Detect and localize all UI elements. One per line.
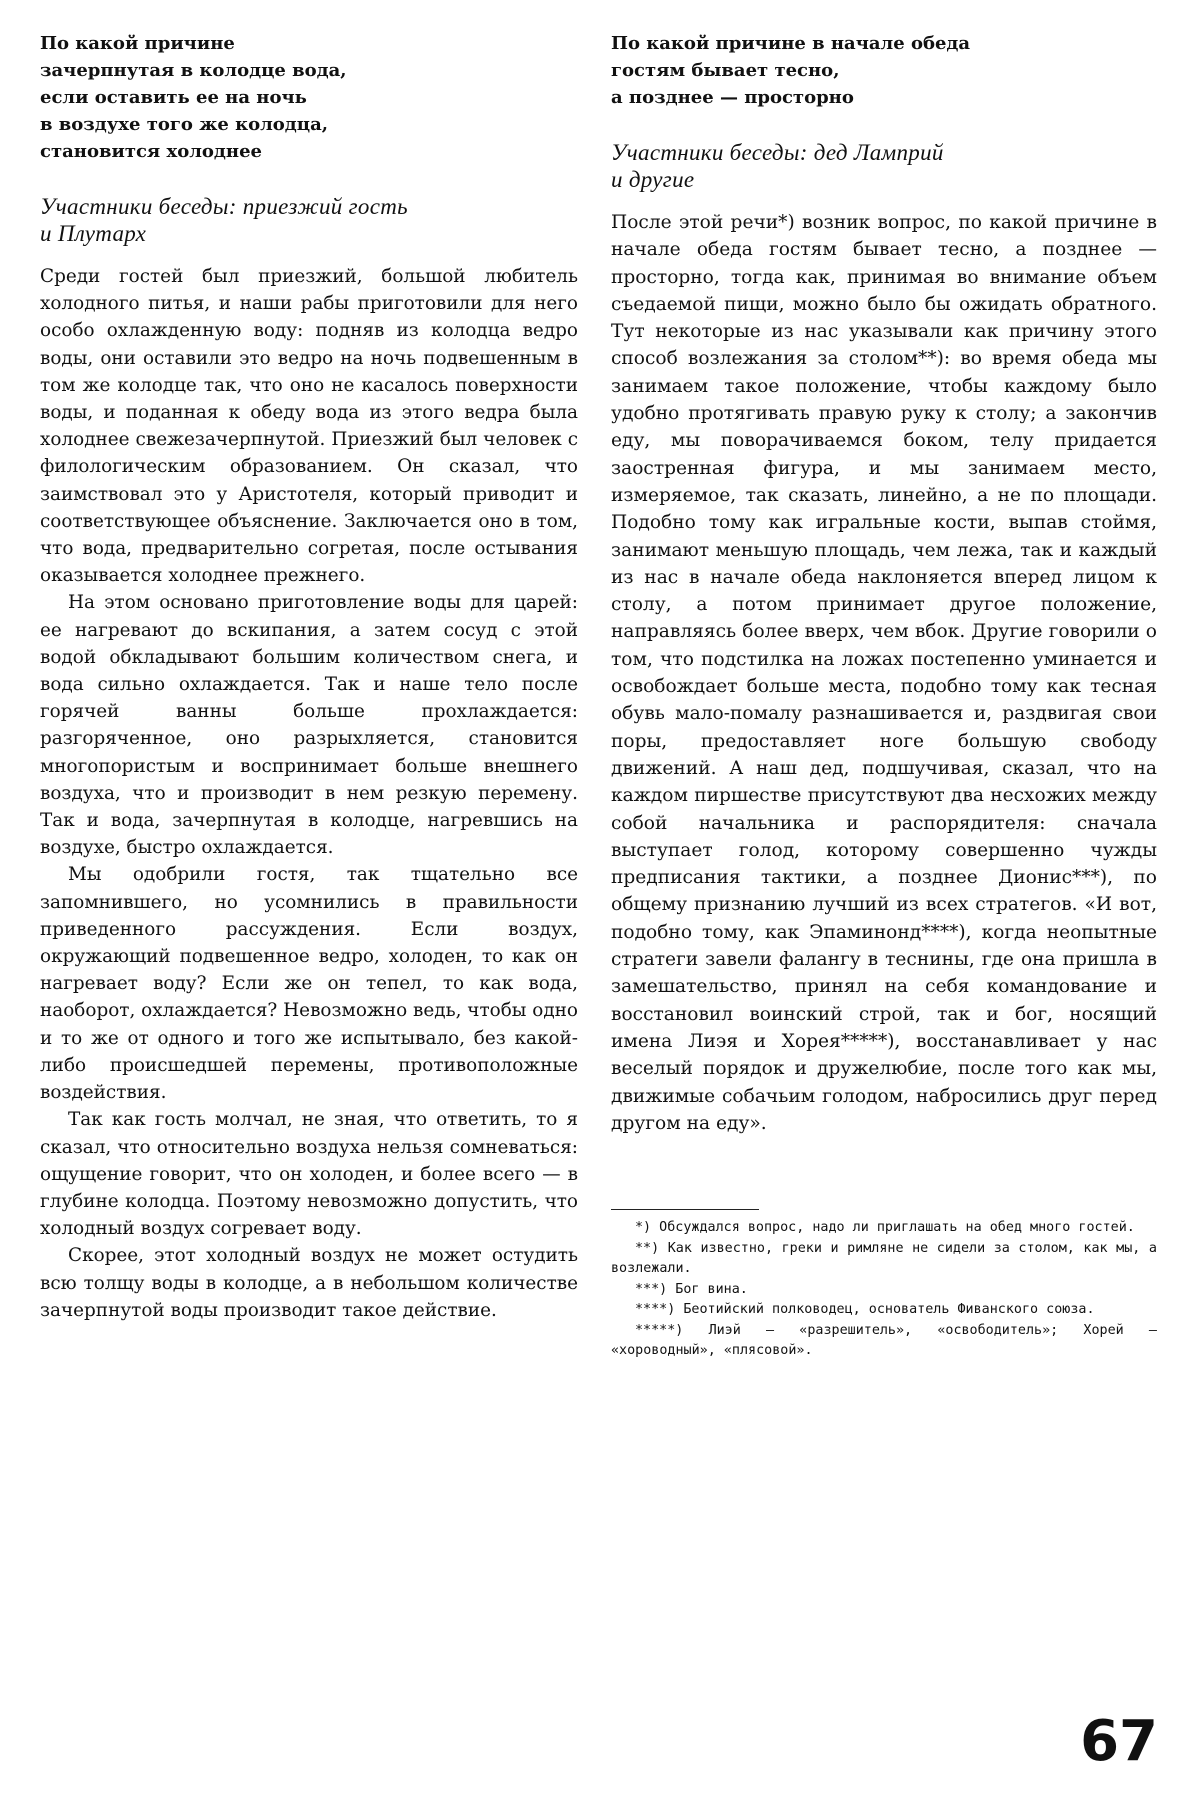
footnotes [611,1218,1157,1362]
footnote: **) Как известно, греки и римляне не сидели за столом, как мы, а возлежали. [611,1240,1157,1277]
paragraph: Так как гость молчал, не зная, что ответить, то я сказал, что относительно воздуха нельзя сомневаться: ощущение говорит, что он холоден, и более всего — в глубине колодца. Поэтому невозможно допустить, что холодный воздух согревает воду. [40,1109,578,1240]
paragraph: После этой речи*) возник вопрос, по какой причине в начале обеда гостям бывает тесно, а позднее — просторно, тогда как, принимая во внимание объем съедаемой пищи, можно было бы ожидать обратного. Тут некоторые из нас указывали как причину этого способ возлежания за столом**): во время обеда мы занимаем такое положение, чтобы каждому было удобно протягивать правую руку к столу; а закончив еду, мы поворачиваемся боком, телу придается заостренная фигура, и мы занимаем место, измеряемое, так сказать, линейно, а не по площади. Подобно тому как игральные кости, выпав стоймя, занимают меньшую площадь, чем лежа, так и каждый из нас в начале обеда наклоняется вперед лицом к столу, а потом принимает другое положение, направляясь более вверх, чем вбок. Другие говорили о том, что подстилка на ложах постепенно уминается и освобождает больше места, подобно тому как тесная обувь мало-помалу разнашивается и, раздвигая свои поры, предоставляет ноге большую свободу движений. А наш дед, подшучивая, сказал, что на каждом пиршестве присутствуют два несхожих между собой начальника и распорядителя: сначала выступает голод, которому совершенно чужды предписания тактики, а позднее Дионис***), по общему признанию лучший из всех стратегов. «И вот, подобно тому, как Эпаминонд****), когда неопытные стратеги завели фалангу в теснины, где она пришла в замешательство, принял на себя командование и восстановил воинский строй, так и бог, носящий имена Лиэя и Хорея*****), восстанавливает у нас веселый порядок и дружелюбие, после того как мы, движимые собачьим голодом, набросились друг перед другом на еду». [611,212,1157,1134]
footnote: *) Обсуждался вопрос, надо ли приглашать на обед много гостей. [635,1220,1135,1236]
right-article-title: По какой причине в начале обеда гостям бывает тесно, а позднее — просторно [611,33,971,108]
page-number: 67 [1080,1709,1158,1774]
paragraph: Среди гостей был приезжий, большой любитель холодного питья, и наши рабы приготовили для него особо охлажденную воду: подняв из колодца ведро воды, они оставили это ведро на ночь подвешенным в том же колодце так, что оно не касалось поверхности воды, и поданная к обеду вода из этого ведра была холоднее свежезачерпнутой. Приезжий был человек с филологическим образованием. Он сказал, что заимствовал это у Аристотеля, который приводит и соответствующее объяснение. Заключается оно в том, что вода, предварительно согретая, после остывания оказывается холоднее прежнего. [40,266,578,587]
right-column [611,30,1157,1362]
paragraph: На этом основано приготовление воды для царей: ее нагревают до вскипания, а затем сосуд с этой водой обкладывают большим количеством снега, и вода сильно охлаждается. Так и наше тело после горячей ванны больше прохлаждается: разгоряченное, оно разрыхляется, становится многопористым и воспринимает больше внешнего воздуха, что и производит в нем резкую перемену. Так и вода, зачерпнутая в колодце, нагревшись на воздухе, быстро охлаждается. [40,592,578,859]
footnote-divider [611,1209,759,1210]
footnote: ****) Беотийский полководец, основатель Фиванского союза. [635,1302,1095,1318]
right-participants: Участники беседы: дед Ламприй и другие [611,140,944,192]
left-participants: Участники беседы: приезжий гость и Плутарх [40,194,408,246]
left-column [40,30,578,1324]
footnote: ***) Бог вина. [635,1281,748,1297]
left-article-body [40,263,578,1324]
paragraph: Мы одобрили гостя, так тщательно все запомнившего, но усомнились в правильности приведенного рассуждения. Если воздух, окружающий подвешенное ведро, холоден, то как он нагревает воду? Если же он тепел, то как вода, наоборот, охлаждается? Невозможно ведь, чтобы одно и то же от одного и того же испытывало, без какой-либо происшедшей перемены, противоположные воздействия. [40,864,578,1104]
left-article-title: По какой причине зачерпнутая в колодце вода, если оставить ее на ночь в воздухе того же колодца, становится холоднее [40,33,347,162]
right-article-body [611,209,1157,1137]
paragraph: Скорее, этот холодный воздух не может остудить всю толщу воды в колодце, а в небольшом количестве зачерпнутой воды производит такое действие. [40,1245,578,1321]
footnote: *****) Лиэй — «разрешитель», «освободитель»; Хорей — «хороводный», «плясовой». [611,1322,1157,1359]
